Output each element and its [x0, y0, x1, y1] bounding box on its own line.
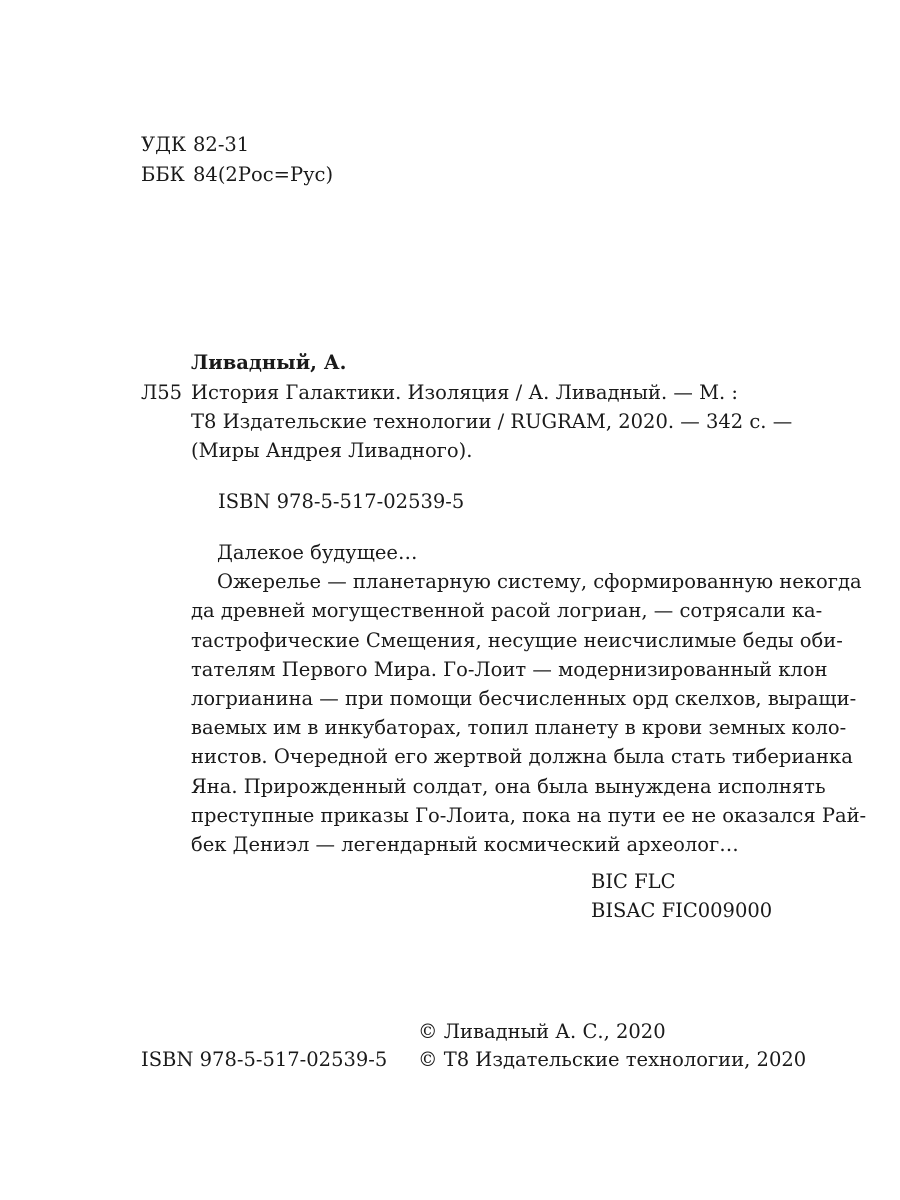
- annotation-line: преступные приказы Го-Лоита, пока на пути ее не оказался Рай-: [191, 803, 867, 827]
- annotation-line: логрианина — при помощи бесчисленных орд скелхов, выращи-: [191, 686, 857, 710]
- bbk-label: ББК: [141, 163, 185, 186]
- copyright-author: © Ливадный А. С., 2020: [418, 1020, 666, 1043]
- bib-line: История Галактики. Изоляция / А. Ливадный. — М. :: [191, 381, 738, 404]
- annotation-line: тателям Первого Мира. Го-Лоит — модернизированный клон: [191, 657, 828, 681]
- bib-line: Т8 Издательские технологии / RUGRAM, 2020. — 342 с. —: [191, 410, 793, 433]
- cutter-code: Л55: [141, 381, 183, 404]
- bisac-code: BISAC FIC009000: [591, 899, 773, 922]
- annotation-line: бек Дениэл — легендарный космический археолог…: [191, 832, 739, 856]
- bbk-row: [141, 163, 333, 186]
- annotation-line: тастрофические Смещения, несущие неисчислимые беды оби-: [191, 628, 843, 652]
- udk-row: [141, 133, 249, 156]
- bic-code: BIC FLC: [591, 870, 676, 893]
- isbn-entry: ISBN 978-5-517-02539-5: [218, 490, 465, 513]
- isbn-bottom: ISBN 978-5-517-02539-5: [141, 1048, 388, 1071]
- udk-label: УДК: [141, 133, 187, 156]
- udk-value: 82-31: [193, 133, 250, 156]
- annotation-line: Далекое будущее…: [217, 541, 418, 564]
- annotation-line: Яна. Прирожденный солдат, она была вынуждена исполнять: [191, 774, 826, 798]
- annotation-line: Ожерелье — планетарную систему, сформированную некогда: [217, 570, 862, 594]
- bib-line: (Миры Андрея Ливадного).: [191, 439, 473, 462]
- annotation: [191, 538, 867, 859]
- annotation-line: да древней могущественной расой логриан, — сотрясали ка-: [191, 599, 823, 623]
- annotation-line: ваемых им в инкубаторах, топил планету в крови земных коло-: [191, 716, 847, 740]
- annotation-line: нистов. Очередной его жертвой должна была стать тиберианка: [191, 745, 853, 769]
- author-heading: Ливадный, А.: [191, 351, 347, 374]
- copyright-publisher: © Т8 Издательские технологии, 2020: [418, 1048, 807, 1071]
- bbk-value: 84(2Рос=Рус): [193, 163, 334, 186]
